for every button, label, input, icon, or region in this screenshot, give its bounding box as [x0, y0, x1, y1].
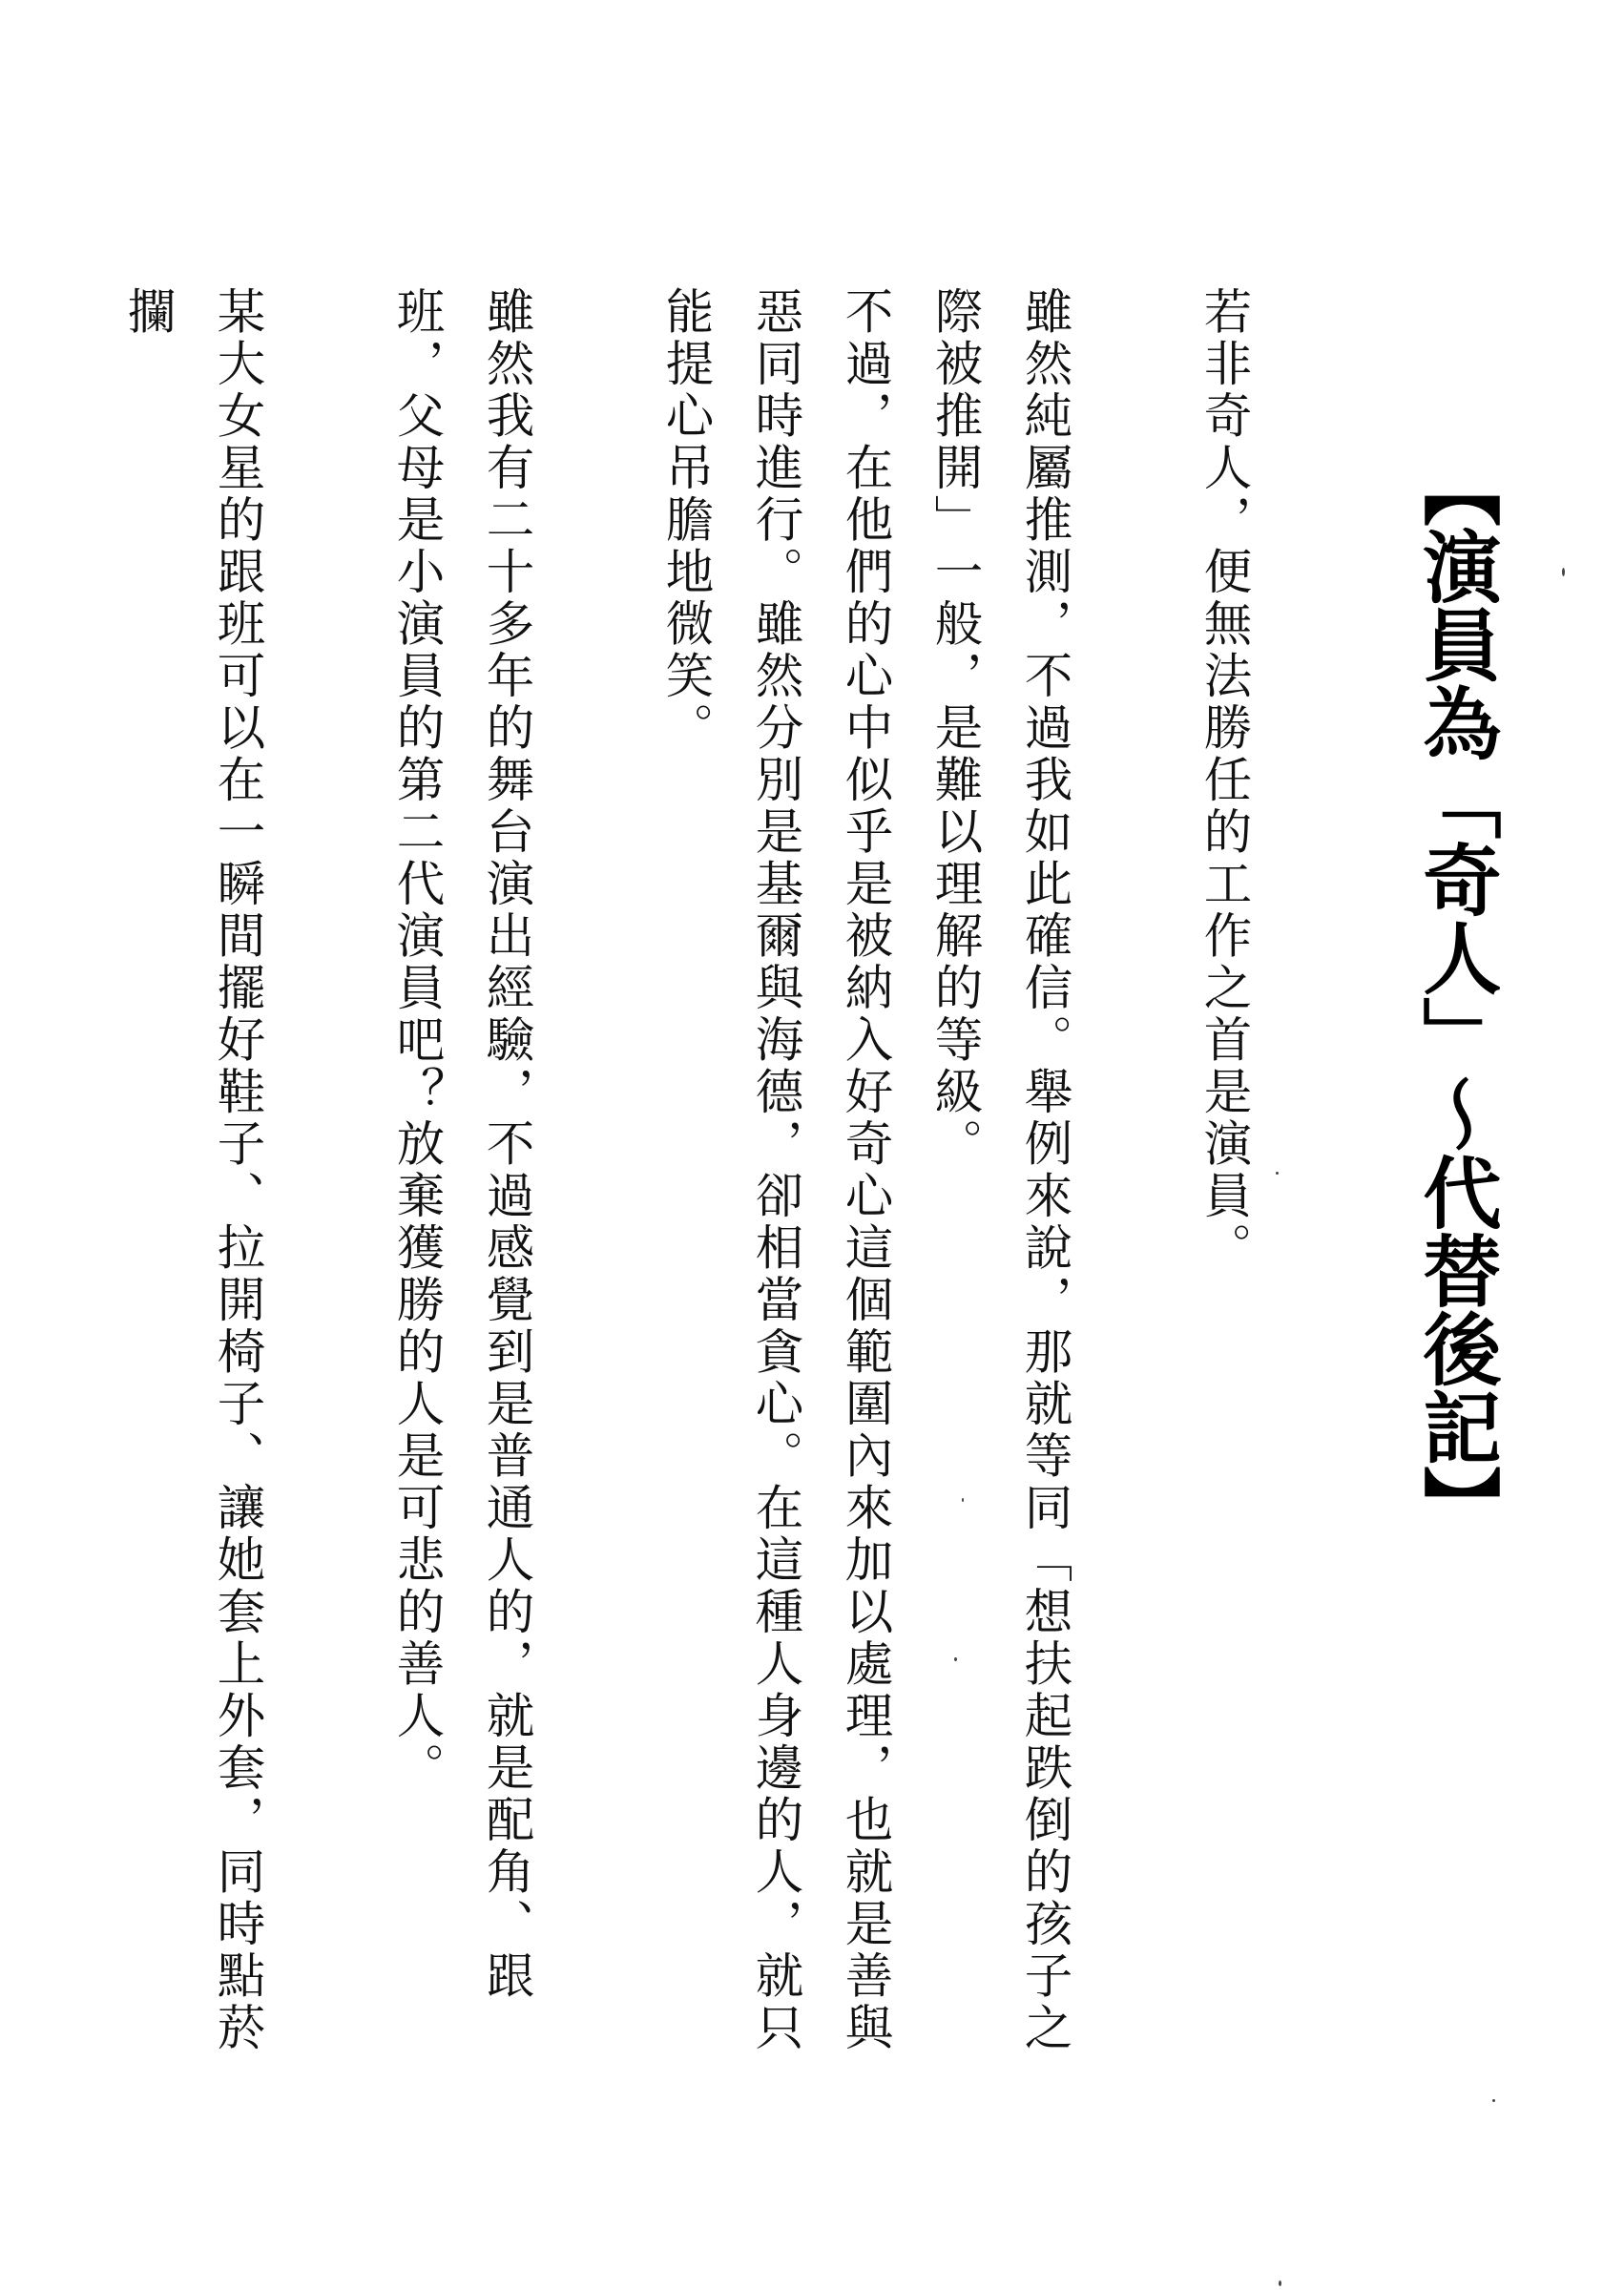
paragraph-gap	[1090, 286, 1179, 296]
scan-speck	[1279, 2280, 1281, 2286]
body-text	[120, 286, 1269, 2061]
scan-speck	[1276, 1172, 1279, 1175]
paragraph-gap	[552, 286, 641, 296]
paragraph-3: 不過，在他們的心中似乎是被納入好奇心這個範圍內來加以處理，也就是善與惡同時進行。雖然分別是基爾與海德，卻相當貪心。在這種人身邊的人，就只能提心吊膽地微笑。	[658, 286, 894, 2054]
scan-speck	[962, 1498, 964, 1502]
paragraph-5: 某大女星的跟班可以在一瞬間擺好鞋子、拉開椅子、讓她套上外套，同時點菸攔	[120, 286, 266, 2054]
paragraph-1: 若非奇人，便無法勝任的工作之首是演員。	[1197, 286, 1253, 1275]
paragraph-2: 雖然純屬推測，不過我如此確信。舉例來說，那就等同「想扶起跌倒的孩子之際被推開」一般，是難以理解的等級。	[927, 286, 1073, 2054]
paragraph-4: 雖然我有二十多年的舞台演出經驗，不過感覺到是普通人的，就是配角、跟班，父母是小演員的第二代演員吧？放棄獲勝的人是可悲的善人。	[389, 286, 535, 2003]
scan-speck	[1562, 568, 1565, 576]
scan-speck	[954, 1657, 957, 1661]
scan-speck	[1492, 2099, 1495, 2102]
page-title: 【演員為「奇人」～代替後記】	[1410, 448, 1501, 1544]
paragraph-gap	[282, 286, 372, 296]
